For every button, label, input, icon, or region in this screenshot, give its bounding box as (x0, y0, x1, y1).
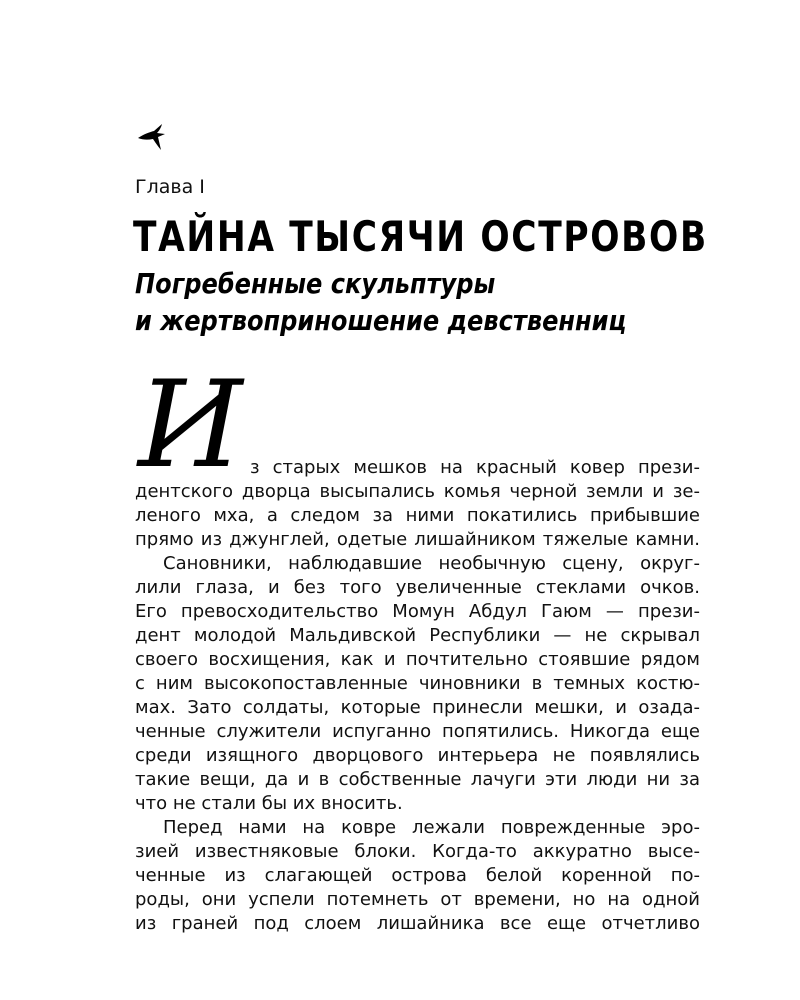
body-text-line: Перед нами на ковре лежали поврежденные эро- (163, 817, 700, 838)
chapter-subtitle-line-2: и жертвоприношение девственниц (135, 304, 627, 337)
bird-icon (132, 118, 172, 158)
chapter-label: Глава I (135, 176, 205, 198)
body-text-line: среди изящного дворцового интерьера не появлялись (135, 745, 700, 766)
body-text-line: ченные служители испуганно попятились. Никогда еще (135, 721, 700, 742)
body-text-line: дентского дворца высыпались комья черной земли и зе- (135, 481, 700, 502)
body-text-line: ченные из слагающей острова белой коренной по- (135, 865, 700, 886)
body-text-line: Сановники, наблюдавшие необычную сцену, округ- (163, 553, 700, 574)
body-text-line: с ним высокопоставленные чиновники в темных костю- (135, 673, 700, 694)
chapter-subtitle-line-1: Погребенные скульптуры (135, 267, 496, 300)
chapter-title: ТАЙНА ТЫСЯЧИ ОСТРОВОВ (133, 212, 708, 261)
drop-cap: И (138, 356, 243, 495)
body-text-line: з старых мешков на красный ковер прези- (250, 457, 700, 478)
body-text-line: своего восхищения, как и почтительно стоявшие рядом (135, 649, 700, 670)
body-text-line: что не стали бы их вносить. (135, 793, 403, 814)
body-text-line: такие вещи, да и в собственные лачуги эти люди ни за (135, 769, 700, 790)
body-text-line: дент молодой Мальдивской Республики — не скрывал (135, 625, 700, 646)
body-text-line: Его превосходительство Момун Абдул Гаюм — прези- (135, 601, 700, 622)
body-text-line: роды, они успели потемнеть от времени, но на одной (135, 889, 700, 910)
body-text-line: из граней под слоем лишайника все еще отчетливо (135, 913, 700, 934)
body-text-line: прямо из джунглей, одетые лишайником тяжелые камни. (135, 529, 700, 550)
body-text-line: зией известняковые блоки. Когда-то аккуратно высе- (135, 841, 700, 862)
body-text-line: мах. Зато солдаты, которые принесли мешки, и озада- (135, 697, 700, 718)
body-text-line: леного мха, а следом за ними покатились прибывшие (135, 505, 700, 526)
body-text-line: лили глаза, и без того увеличенные стеклами очков. (135, 577, 700, 598)
